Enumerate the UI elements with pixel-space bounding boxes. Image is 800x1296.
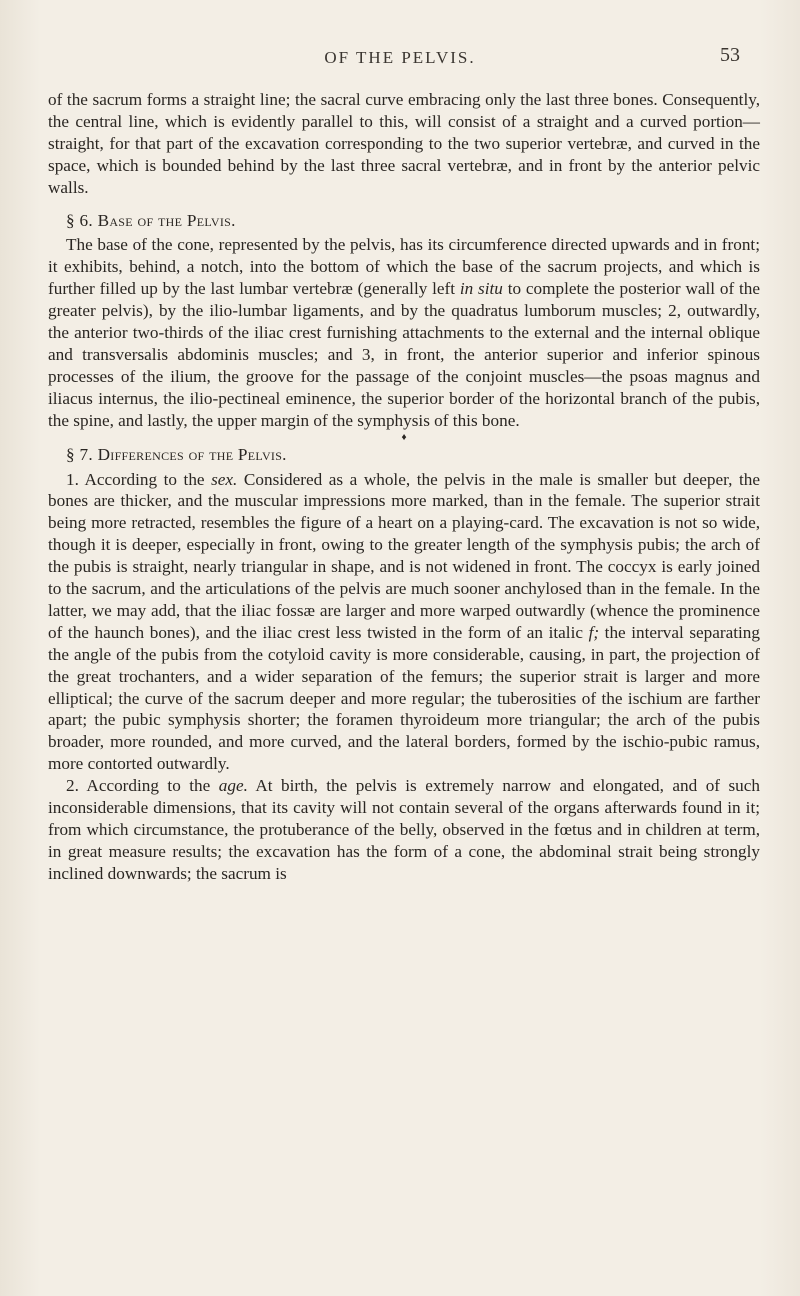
text-run: The base of the cone, represented by the pelvis, has its circumference directed upwards and in front; it exhibits, behind, a notch, into the bottom of which the base of the sacrum projects, and which is further filled up by the last lumbar vertebræ (generally left: [48, 235, 760, 299]
text-run: Considered as a whole, the pelvis in the male is smaller but deeper, the bones are thicker, and the muscular impressions more marked, than in the female. The superior strait being more retracted, resembles the figure of a heart on a playing-card. The excavation is not so wide, though it is deeper, especially in front, owing to the greater length of the symphysis pubis; the arch of the pubis is straight, nearly triangular in shape, and is not widened in front. The coccyx is early joined to the sacrum, and the articulations of the pelvis are much sooner anchylosed than in the female. In the latter, we may add, that the iliac fossæ are larger and more warped outwardly (whence the prominence of the haunch bones), and the iliac crest less twisted in the form of an italic: [48, 469, 760, 642]
ornament-mark: ♦: [401, 431, 407, 443]
section-heading-differences-of-pelvis: § 7. Differences of the Pelvis.: [66, 444, 287, 464]
italic-run: f;: [588, 622, 600, 642]
running-head: [0, 44, 800, 72]
paragraph-continuation: of the sacrum forms a straight line; the sacral curve embracing only the last three bones. Consequently, the central line, which is evidently parallel to this, will consist of a straight and a curved portion—straight, for that part of the excavation corresponding to the two superior vertebræ, and curved in the space, which is bounded behind by the last three sacral vertebræ, and in front by the anterior pelvic walls.: [48, 90, 760, 197]
text-run: 2. According to the: [66, 776, 219, 796]
paragraph-base-of-pelvis: [48, 234, 760, 431]
italic-run: in situ: [459, 279, 503, 299]
running-title: OF THE PELVIS.: [324, 48, 476, 67]
text-run: the interval separating the angle of the pubis from the cotyloid cavity is more considerable, causing, in part, the projection of the great trochanters, and a wider separation of the femurs; the superior strait is larger and more elliptical; the curve of the sacrum deeper and more regular; the tuberosities of the ischium are farther apart; the pubic symphysis shorter; the foramen thyroideum more triangular; the arch of the pubis broader, more rounded, and more curved, and the lateral borders, formed by the ischio-pubic ramus, more contorted outwardly.: [48, 622, 760, 774]
text-run: At birth, the pelvis is extremely narrow and elongated, and of such inconsiderable dimensions, that its cavity will not contain several of the organs afterwards found in it; from which circumstance, the protuberance of the belly, observed in the fœtus and in children at term, in great measure results; the excavation has the form of a cone, the abdominal strait being strongly inclined downwards; the sacrum is: [48, 776, 761, 883]
text-run: 1. According to the: [66, 469, 212, 489]
body-text: [48, 89, 760, 885]
paragraph-according-to-age: [48, 775, 760, 885]
text-run: to complete the posterior wall of the greater pelvis), by the ilio-lumbar ligaments, and by the quadratus lumborum muscles; 2, outwardly, the anterior two-thirds of the iliac crest furnishing attachments to the external and the internal oblique and transversalis abdominis muscles; and 3, in front, the anterior superior and inferior spinous processes of the ilium, the groove for the passage of the conjoint muscles—the psoas magnus and iliacus internus, the ilio-pectineal eminence, the superior border of the horizontal branch of the pubis, the spine, and lastly, the upper margin of the symphysis of this bone.: [48, 279, 760, 430]
paragraph-according-to-sex: [48, 469, 760, 776]
italic-run: sex.: [211, 469, 238, 489]
page-number: 53: [720, 44, 740, 66]
section-heading-base-of-pelvis: § 6. Base of the Pelvis.: [66, 210, 236, 230]
italic-run: age.: [218, 776, 248, 796]
